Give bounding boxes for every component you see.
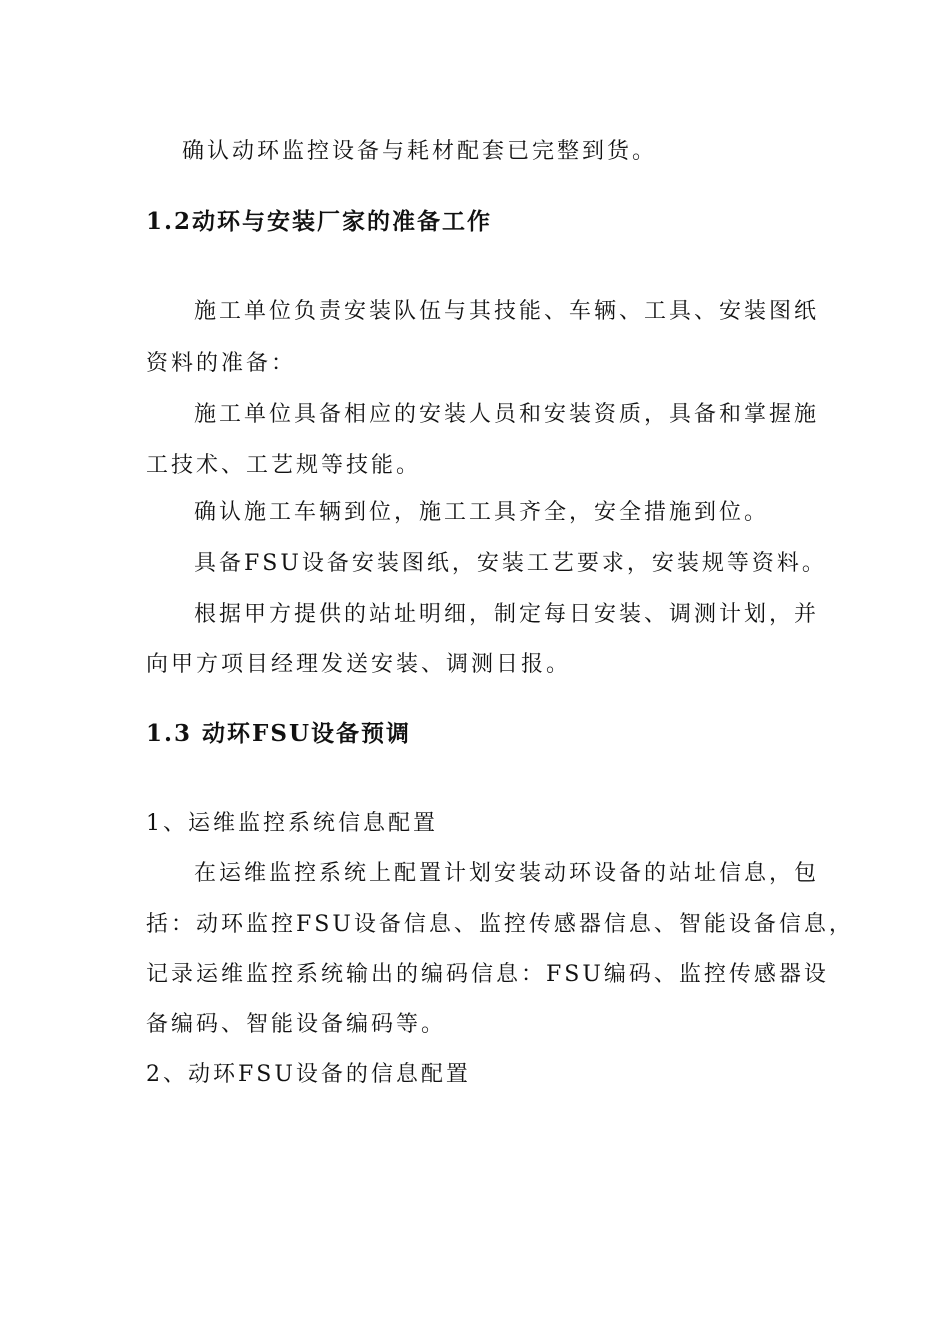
section-1-3-heading: 1.3 动环FSU设备预调	[146, 720, 412, 747]
item-1-paragraph-line-4: 备编码、智能设备编码等。	[146, 1012, 447, 1037]
section-1-2-paragraph-1-line-1: 施工单位负责安装队伍与其技能、车辆、工具、安装图纸	[194, 299, 820, 324]
section-1-2-paragraph-5-line-1: 根据甲方提供的站址明细，制定每日安装、调测计划，并	[194, 602, 820, 627]
item-1-paragraph-line-2: 括：动环监控FSU设备信息、监控传感器信息、智能设备信息，	[146, 912, 854, 937]
item-1-title: 1、运维监控系统信息配置	[146, 811, 438, 836]
section-1-2-paragraph-5-line-2: 向甲方项目经理发送安装、调测日报。	[146, 652, 572, 677]
intro-text: 确认动环监控设备与耗材配套已完整到货。	[182, 139, 658, 164]
item-1-paragraph-line-3: 记录运维监控系统输出的编码信息：FSU编码、监控传感器设	[146, 962, 829, 987]
item-2-title: 2、动环FSU设备的信息配置	[146, 1062, 471, 1087]
section-1-2-paragraph-2-line-1: 施工单位具备相应的安装人员和安装资质，具备和掌握施	[194, 402, 820, 427]
item-1-paragraph-line-1: 在运维监控系统上配置计划安装动环设备的站址信息，包	[194, 861, 820, 886]
section-1-2-paragraph-4: 具备FSU设备安装图纸，安装工艺要求，安装规等资料。	[194, 551, 827, 576]
section-1-2-paragraph-2-line-2: 工技术、工艺规等技能。	[146, 453, 422, 478]
section-1-2-heading: 1.2动环与安装厂家的准备工作	[146, 208, 493, 235]
section-1-2-paragraph-1-line-2: 资料的准备：	[146, 351, 297, 376]
section-1-2-paragraph-3: 确认施工车辆到位，施工工具齐全，安全措施到位。	[194, 500, 770, 525]
